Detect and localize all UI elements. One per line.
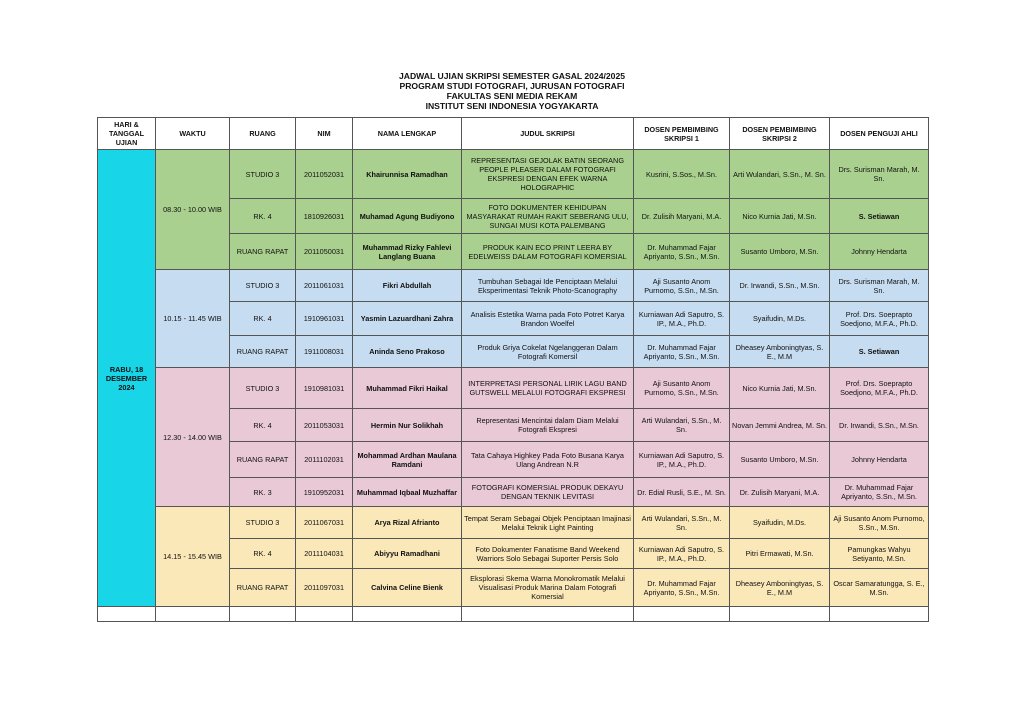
room-cell: RK. 4 bbox=[230, 409, 296, 442]
thesis-title-cell: Representasi Mencintai dalam Diam Melalui Fotografi Ekspresi bbox=[462, 409, 634, 442]
supervisor-2-cell: Syaifudin, M.Ds. bbox=[730, 507, 830, 539]
name-cell: Yasmin Lazuardhani Zahra bbox=[353, 302, 462, 336]
header-nim: NIM bbox=[296, 118, 353, 150]
time-cell: 10.15 - 11.45 WIB bbox=[156, 270, 230, 368]
room-cell: RUANG RAPAT bbox=[230, 569, 296, 607]
nim-cell: 2011097031 bbox=[296, 569, 353, 607]
room-cell: STUDIO 3 bbox=[230, 507, 296, 539]
schedule-table bbox=[97, 117, 929, 622]
supervisor-2-cell: Dr. Zulisih Maryani, M.A. bbox=[730, 478, 830, 507]
examiner-cell: Dr. Muhammad Fajar Apriyanto, S.Sn., M.Sn. bbox=[830, 478, 929, 507]
thesis-title-cell: Tata Cahaya Highkey Pada Foto Busana Karya Ulang Andrean N.R bbox=[462, 442, 634, 478]
room-cell: STUDIO 3 bbox=[230, 150, 296, 199]
supervisor-2-cell: Novan Jemmi Andrea, M. Sn. bbox=[730, 409, 830, 442]
examiner-cell: Pamungkas Wahyu Setiyanto, M.Sn. bbox=[830, 539, 929, 569]
supervisor-2-cell: Syaifudin, M.Ds. bbox=[730, 302, 830, 336]
examiner-cell: Johnny Hendarta bbox=[830, 442, 929, 478]
time-cell: 08.30 - 10.00 WIB bbox=[156, 150, 230, 270]
supervisor-2-cell: Nico Kurnia Jati, M.Sn. bbox=[730, 368, 830, 409]
supervisor-1-cell: Kusrini, S.Sos., M.Sn. bbox=[634, 150, 730, 199]
thesis-title-cell: Analisis Estetika Warna pada Foto Potret Karya Brandon Woelfel bbox=[462, 302, 634, 336]
room-cell: STUDIO 3 bbox=[230, 368, 296, 409]
name-cell: Khairunnisa Ramadhan bbox=[353, 150, 462, 199]
nim-cell: 2011067031 bbox=[296, 507, 353, 539]
document-title-block bbox=[0, 71, 1024, 111]
time-cell: 14.15 - 15.45 WIB bbox=[156, 507, 230, 607]
room-cell: STUDIO 3 bbox=[230, 270, 296, 302]
room-cell: RUANG RAPAT bbox=[230, 442, 296, 478]
examiner-cell: Dr. Irwandi, S.Sn., M.Sn. bbox=[830, 409, 929, 442]
name-cell: Aninda Seno Prakoso bbox=[353, 336, 462, 368]
examiner-cell: Oscar Samaratungga, S. E., M.Sn. bbox=[830, 569, 929, 607]
nim-cell: 2011061031 bbox=[296, 270, 353, 302]
supervisor-1-cell: Aji Susanto Anom Purnomo, S.Sn., M.Sn. bbox=[634, 270, 730, 302]
supervisor-2-cell: Nico Kurnia Jati, M.Sn. bbox=[730, 199, 830, 234]
empty-cell bbox=[830, 607, 929, 622]
header-dosen-penguji: DOSEN PENGUJI AHLI bbox=[830, 118, 929, 150]
examiner-cell: Prof. Drs. Soeprapto Soedjono, M.F.A., Ph.D. bbox=[830, 302, 929, 336]
nim-cell: 2011053031 bbox=[296, 409, 353, 442]
supervisor-2-cell: Pitri Ermawati, M.Sn. bbox=[730, 539, 830, 569]
thesis-title-cell: Tempat Seram Sebagai Objek Penciptaan Imajinasi Melalui Teknik Light Painting bbox=[462, 507, 634, 539]
name-cell: Muhammad Rizky Fahlevi Langlang Buana bbox=[353, 234, 462, 270]
header-nama: NAMA LENGKAP bbox=[353, 118, 462, 150]
thesis-title-cell: Eksplorasi Skema Warna Monokromatik Melalui Visualisasi Produk Marina Dalam Fotografi Komersial bbox=[462, 569, 634, 607]
thesis-title-cell: REPRESENTASI GEJOLAK BATIN SEORANG PEOPLE PLEASER DALAM FOTOGRAFI EKSPRESI DENGAN EFEK WARNA HOLOGRAPHIC bbox=[462, 150, 634, 199]
supervisor-2-cell: Susanto Umboro, M.Sn. bbox=[730, 234, 830, 270]
supervisor-2-cell: Arti Wulandari, S.Sn., M. Sn. bbox=[730, 150, 830, 199]
room-cell: RK. 4 bbox=[230, 539, 296, 569]
title-line-2: PROGRAM STUDI FOTOGRAFI, JURUSAN FOTOGRAFI bbox=[399, 81, 625, 91]
examiner-cell: S. Setiawan bbox=[830, 336, 929, 368]
name-cell: Calvina Celine Bienk bbox=[353, 569, 462, 607]
name-cell: Abiyyu Ramadhani bbox=[353, 539, 462, 569]
thesis-title-cell: Produk Griya Cokelat Ngelanggeran Dalam Fotografi Komersil bbox=[462, 336, 634, 368]
supervisor-1-cell: Kurniawan Adi Saputro, S. IP., M.A., Ph.D. bbox=[634, 442, 730, 478]
name-cell: Mohammad Ardhan Maulana Ramdani bbox=[353, 442, 462, 478]
nim-cell: 1910981031 bbox=[296, 368, 353, 409]
thesis-title-cell: Tumbuhan Sebagai Ide Penciptaan Melalui Eksperimentasi Teknik Photo-Scanography bbox=[462, 270, 634, 302]
header-hari: HARI & TANGGAL UJIAN bbox=[98, 118, 156, 150]
supervisor-2-cell: Dr. Irwandi, S.Sn., M.Sn. bbox=[730, 270, 830, 302]
header-judul: JUDUL SKRIPSI bbox=[462, 118, 634, 150]
empty-cell bbox=[634, 607, 730, 622]
nim-cell: 2011104031 bbox=[296, 539, 353, 569]
footer-empty-row bbox=[98, 607, 929, 622]
supervisor-1-cell: Kurniawan Adi Saputro, S. IP., M.A., Ph.D. bbox=[634, 302, 730, 336]
schedule-body bbox=[98, 150, 929, 622]
nim-cell: 1910952031 bbox=[296, 478, 353, 507]
room-cell: RK. 3 bbox=[230, 478, 296, 507]
empty-cell bbox=[296, 607, 353, 622]
title-line-3: FAKULTAS SENI MEDIA REKAM bbox=[446, 91, 578, 101]
name-cell: Fikri Abdullah bbox=[353, 270, 462, 302]
thesis-title-cell: FOTOGRAFI KOMERSIAL PRODUK DEKAYU DENGAN TEKNIK LEVITASI bbox=[462, 478, 634, 507]
nim-cell: 1910961031 bbox=[296, 302, 353, 336]
table-row bbox=[98, 150, 929, 199]
examiner-cell: Drs. Surisman Marah, M. Sn. bbox=[830, 150, 929, 199]
empty-cell bbox=[730, 607, 830, 622]
table-row bbox=[98, 368, 929, 409]
empty-cell bbox=[156, 607, 230, 622]
supervisor-2-cell: Dheasey Amboningtyas, S. E., M.M bbox=[730, 336, 830, 368]
thesis-title-cell: INTERPRETASI PERSONAL LIRIK LAGU BAND GUTSWELL MELALUI FOTOGRAFI EKSPRESI bbox=[462, 368, 634, 409]
empty-cell bbox=[353, 607, 462, 622]
header-row bbox=[98, 118, 929, 150]
nim-cell: 1810926031 bbox=[296, 199, 353, 234]
supervisor-1-cell: Arti Wulandari, S.Sn., M. Sn. bbox=[634, 409, 730, 442]
table-row bbox=[98, 270, 929, 302]
header-dosen-pembimbing-1: DOSEN PEMBIMBING SKRIPSI 1 bbox=[634, 118, 730, 150]
empty-cell bbox=[462, 607, 634, 622]
empty-cell bbox=[98, 607, 156, 622]
nim-cell: 2011102031 bbox=[296, 442, 353, 478]
nim-cell: 2011052031 bbox=[296, 150, 353, 199]
name-cell: Muhammad Iqbaal Muzhaffar bbox=[353, 478, 462, 507]
name-cell: Hermin Nur Solikhah bbox=[353, 409, 462, 442]
supervisor-1-cell: Dr. Edial Rusli, S.E., M. Sn. bbox=[634, 478, 730, 507]
supervisor-1-cell: Dr. Muhammad Fajar Apriyanto, S.Sn., M.Sn. bbox=[634, 234, 730, 270]
room-cell: RUANG RAPAT bbox=[230, 336, 296, 368]
header-ruang: RUANG bbox=[230, 118, 296, 150]
supervisor-1-cell: Dr. Zulisih Maryani, M.A. bbox=[634, 199, 730, 234]
day-cell: RABU, 18 DESEMBER 2024 bbox=[98, 150, 156, 607]
title-line-4: INSTITUT SENI INDONESIA YOGYAKARTA bbox=[425, 101, 599, 111]
title-line-1: JADWAL UJIAN SKRIPSI SEMESTER GASAL 2024/2025 bbox=[398, 71, 626, 81]
room-cell: RUANG RAPAT bbox=[230, 234, 296, 270]
supervisor-1-cell: Dr. Muhammad Fajar Apriyanto, S.Sn., M.Sn. bbox=[634, 336, 730, 368]
examiner-cell: Johnny Hendarta bbox=[830, 234, 929, 270]
examiner-cell: Prof. Drs. Soeprapto Soedjono, M.F.A., Ph.D. bbox=[830, 368, 929, 409]
thesis-title-cell: FOTO DOKUMENTER KEHIDUPAN MASYARAKAT RUMAH RAKIT SEBERANG ULU, SUNGAI MUSI KOTA PALEMBANG bbox=[462, 199, 634, 234]
supervisor-1-cell: Aji Susanto Anom Purnomo, S.Sn., M.Sn. bbox=[634, 368, 730, 409]
header-waktu: WAKTU bbox=[156, 118, 230, 150]
supervisor-2-cell: Susanto Umboro, M.Sn. bbox=[730, 442, 830, 478]
nim-cell: 2011050031 bbox=[296, 234, 353, 270]
room-cell: RK. 4 bbox=[230, 302, 296, 336]
thesis-title-cell: Foto Dokumenter Fanatisme Band Weekend Warriors Solo Sebagai Suporter Persis Solo bbox=[462, 539, 634, 569]
examiner-cell: S. Setiawan bbox=[830, 199, 929, 234]
name-cell: Muhammad Fikri Haikal bbox=[353, 368, 462, 409]
table-row bbox=[98, 507, 929, 539]
name-cell: Muhamad Agung Budiyono bbox=[353, 199, 462, 234]
supervisor-1-cell: Kurniawan Adi Saputro, S. IP., M.A., Ph.D. bbox=[634, 539, 730, 569]
room-cell: RK. 4 bbox=[230, 199, 296, 234]
examiner-cell: Aji Susanto Anom Purnomo, S.Sn., M.Sn. bbox=[830, 507, 929, 539]
supervisor-1-cell: Arti Wulandari, S.Sn., M. Sn. bbox=[634, 507, 730, 539]
thesis-title-cell: PRODUK KAIN ECO PRINT LEERA BY EDELWEISS DALAM FOTOGRAFI KOMERSIAL bbox=[462, 234, 634, 270]
time-cell: 12.30 - 14.00 WIB bbox=[156, 368, 230, 507]
supervisor-2-cell: Dheasey Amboningtyas, S. E., M.M bbox=[730, 569, 830, 607]
empty-cell bbox=[230, 607, 296, 622]
nim-cell: 1911008031 bbox=[296, 336, 353, 368]
supervisor-1-cell: Dr. Muhammad Fajar Apriyanto, S.Sn., M.Sn. bbox=[634, 569, 730, 607]
name-cell: Arya Rizal Afrianto bbox=[353, 507, 462, 539]
examiner-cell: Drs. Surisman Marah, M. Sn. bbox=[830, 270, 929, 302]
header-dosen-pembimbing-2: DOSEN PEMBIMBING SKRIPSI 2 bbox=[730, 118, 830, 150]
